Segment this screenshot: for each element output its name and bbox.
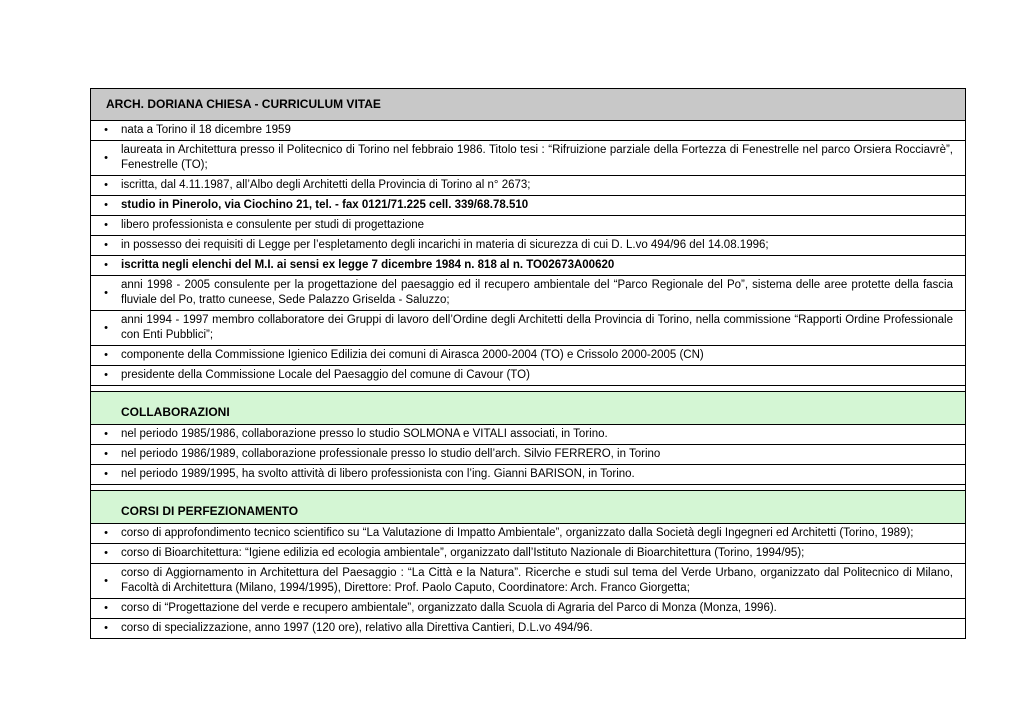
cv-entry-row bbox=[91, 366, 965, 386]
cv-entry-row bbox=[91, 599, 965, 619]
section-header-row bbox=[91, 491, 965, 524]
cv-entry-text: nel periodo 1986/1989, collaborazione professionale presso lo studio dell’arch. Silvio FERRERO, in Torino bbox=[121, 448, 661, 460]
section-header-row bbox=[91, 392, 965, 425]
bullet-icon: • bbox=[104, 239, 108, 251]
bullet-icon: • bbox=[104, 321, 108, 334]
cv-entry-text: studio in Pinerolo, via Ciochino 21, tel. - fax 0121/71.225 cell. 339/68.78.510 bbox=[121, 199, 529, 211]
cv-entry-text: nel periodo 1985/1986, collaborazione presso lo studio SOLMONA e VITALI associati, in Torino. bbox=[121, 428, 608, 440]
bullet-icon: • bbox=[104, 622, 108, 634]
bullet-icon: • bbox=[104, 219, 108, 231]
bullet-icon: • bbox=[104, 179, 108, 191]
bullet-icon: • bbox=[104, 199, 108, 211]
bullet-icon: • bbox=[104, 527, 108, 539]
cv-entry-text: anni 1994 - 1997 membro collaboratore dei Gruppi di lavoro dell’Ordine degli Architetti della Provincia di Torino, nella commissione “Rapporti Ordine Professionale con Enti Pubblici”; bbox=[121, 314, 953, 341]
cv-entry-text: corso di “Progettazione del verde e recupero ambientale”, organizzato dalla Scuola di Agraria del Parco di Monza (Monza, 1996). bbox=[121, 602, 777, 614]
cv-entry-text: iscritta negli elenchi del M.I. ai sensi ex legge 7 dicembre 1984 n. 818 al n. TO02673A00620 bbox=[121, 259, 615, 271]
cv-table-body bbox=[91, 121, 965, 638]
cv-entry-row bbox=[91, 544, 965, 564]
cv-entry-row bbox=[91, 524, 965, 544]
cv-entry-text: anni 1998 - 2005 consulente per la progettazione del paesaggio ed il recupero ambientale del “Parco Regionale del Po”, sistema delle aree protette della fascia fluviale del Po, tratto cuneese, Sede Palazzo Griselda - Saluzzo; bbox=[121, 279, 953, 306]
bullet-icon: • bbox=[104, 259, 108, 271]
cv-entry-text: in possesso dei requisiti di Legge per l’espletamento degli incarichi in materia di sicurezza di cui D. L.vo 494/96 del 14.08.1996; bbox=[121, 239, 769, 251]
bullet-icon: • bbox=[104, 574, 108, 587]
bullet-icon: • bbox=[104, 286, 108, 299]
bullet-icon: • bbox=[104, 369, 108, 381]
cv-entry-row bbox=[91, 236, 965, 256]
cv-entry-text: componente della Commissione Igienico Edilizia dei comuni di Airasca 2000-2004 (TO) e Crissolo 2000-2005 (CN) bbox=[121, 349, 704, 361]
cv-entry-text: nel periodo 1989/1995, ha svolto attività di libero professionista con l’ing. Gianni BARISON, in Torino. bbox=[121, 468, 635, 480]
cv-entry-text: corso di Aggiornamento in Architettura del Paesaggio : “La Città e la Natura”. Ricerche e studi sul tema del Verde Urbano, organizzato dal Politecnico di Milano, Facoltà di Architettura (Milano, 1994/1995), Direttore: Prof. Paolo Caputo, Coordinatore: Arch. Franco Giorgetta; bbox=[121, 567, 953, 594]
bullet-icon: • bbox=[104, 468, 108, 480]
cv-entry-text: libero professionista e consulente per studi di progettazione bbox=[121, 219, 425, 231]
bullet-icon: • bbox=[104, 428, 108, 440]
bullet-icon: • bbox=[104, 448, 108, 460]
cv-entry-text: corso di approfondimento tecnico scientifico su “La Valutazione di Impatto Ambientale”, organizzato dalla Società degli Ingegneri ed Architetti (Torino, 1989); bbox=[121, 527, 914, 539]
cv-entry-row bbox=[91, 141, 965, 176]
cv-entry-row bbox=[91, 216, 965, 236]
section-title: CORSI DI PERFEZIONAMENTO bbox=[121, 504, 299, 518]
cv-entry-row bbox=[91, 564, 965, 599]
cv-entry-row bbox=[91, 121, 965, 141]
bullet-icon: • bbox=[104, 349, 108, 361]
cv-entry-text: laureata in Architettura presso il Politecnico di Torino nel febbraio 1986. Titolo tesi : “Rifruizione parziale della Fortezza di Fenestrelle nel parco Orsiera Rocciavrè”, Fenestrelle (TO); bbox=[121, 144, 953, 171]
cv-entry-row bbox=[91, 196, 965, 216]
cv-entry-text: corso di specializzazione, anno 1997 (120 ore), relativo alla Direttiva Cantieri, D.L.vo 494/96. bbox=[121, 622, 593, 634]
cv-entry-row bbox=[91, 445, 965, 465]
cv-entry-row bbox=[91, 346, 965, 366]
cv-entry-row bbox=[91, 311, 965, 346]
cv-entry-row bbox=[91, 256, 965, 276]
cv-entry-row bbox=[91, 465, 965, 485]
cv-entry-text: nata a Torino il 18 dicembre 1959 bbox=[121, 124, 291, 136]
bullet-icon: • bbox=[104, 547, 108, 559]
cv-table bbox=[90, 88, 966, 639]
document-title: ARCH. DORIANA CHIESA - CURRICULUM VITAE bbox=[106, 97, 381, 111]
cv-entry-row bbox=[91, 425, 965, 445]
bullet-icon: • bbox=[104, 602, 108, 614]
cv-entry-text: iscritta, dal 4.11.1987, all’Albo degli Architetti della Provincia di Torino al n° 2673; bbox=[121, 179, 531, 191]
cv-entry-row bbox=[91, 176, 965, 196]
document-title-bar bbox=[91, 89, 965, 121]
bullet-icon: • bbox=[104, 124, 108, 136]
bullet-icon: • bbox=[104, 151, 108, 164]
section-title: COLLABORAZIONI bbox=[121, 405, 230, 419]
cv-entry-row bbox=[91, 276, 965, 311]
cv-entry-text: corso di Bioarchitettura: “Igiene edilizia ed ecologia ambientale”, organizzato dall’Istituto Nazionale di Bioarchitettura (Torino, 1994/95); bbox=[121, 547, 805, 559]
cv-entry-text: presidente della Commissione Locale del Paesaggio del comune di Cavour (TO) bbox=[121, 369, 530, 381]
cv-entry-row bbox=[91, 619, 965, 638]
